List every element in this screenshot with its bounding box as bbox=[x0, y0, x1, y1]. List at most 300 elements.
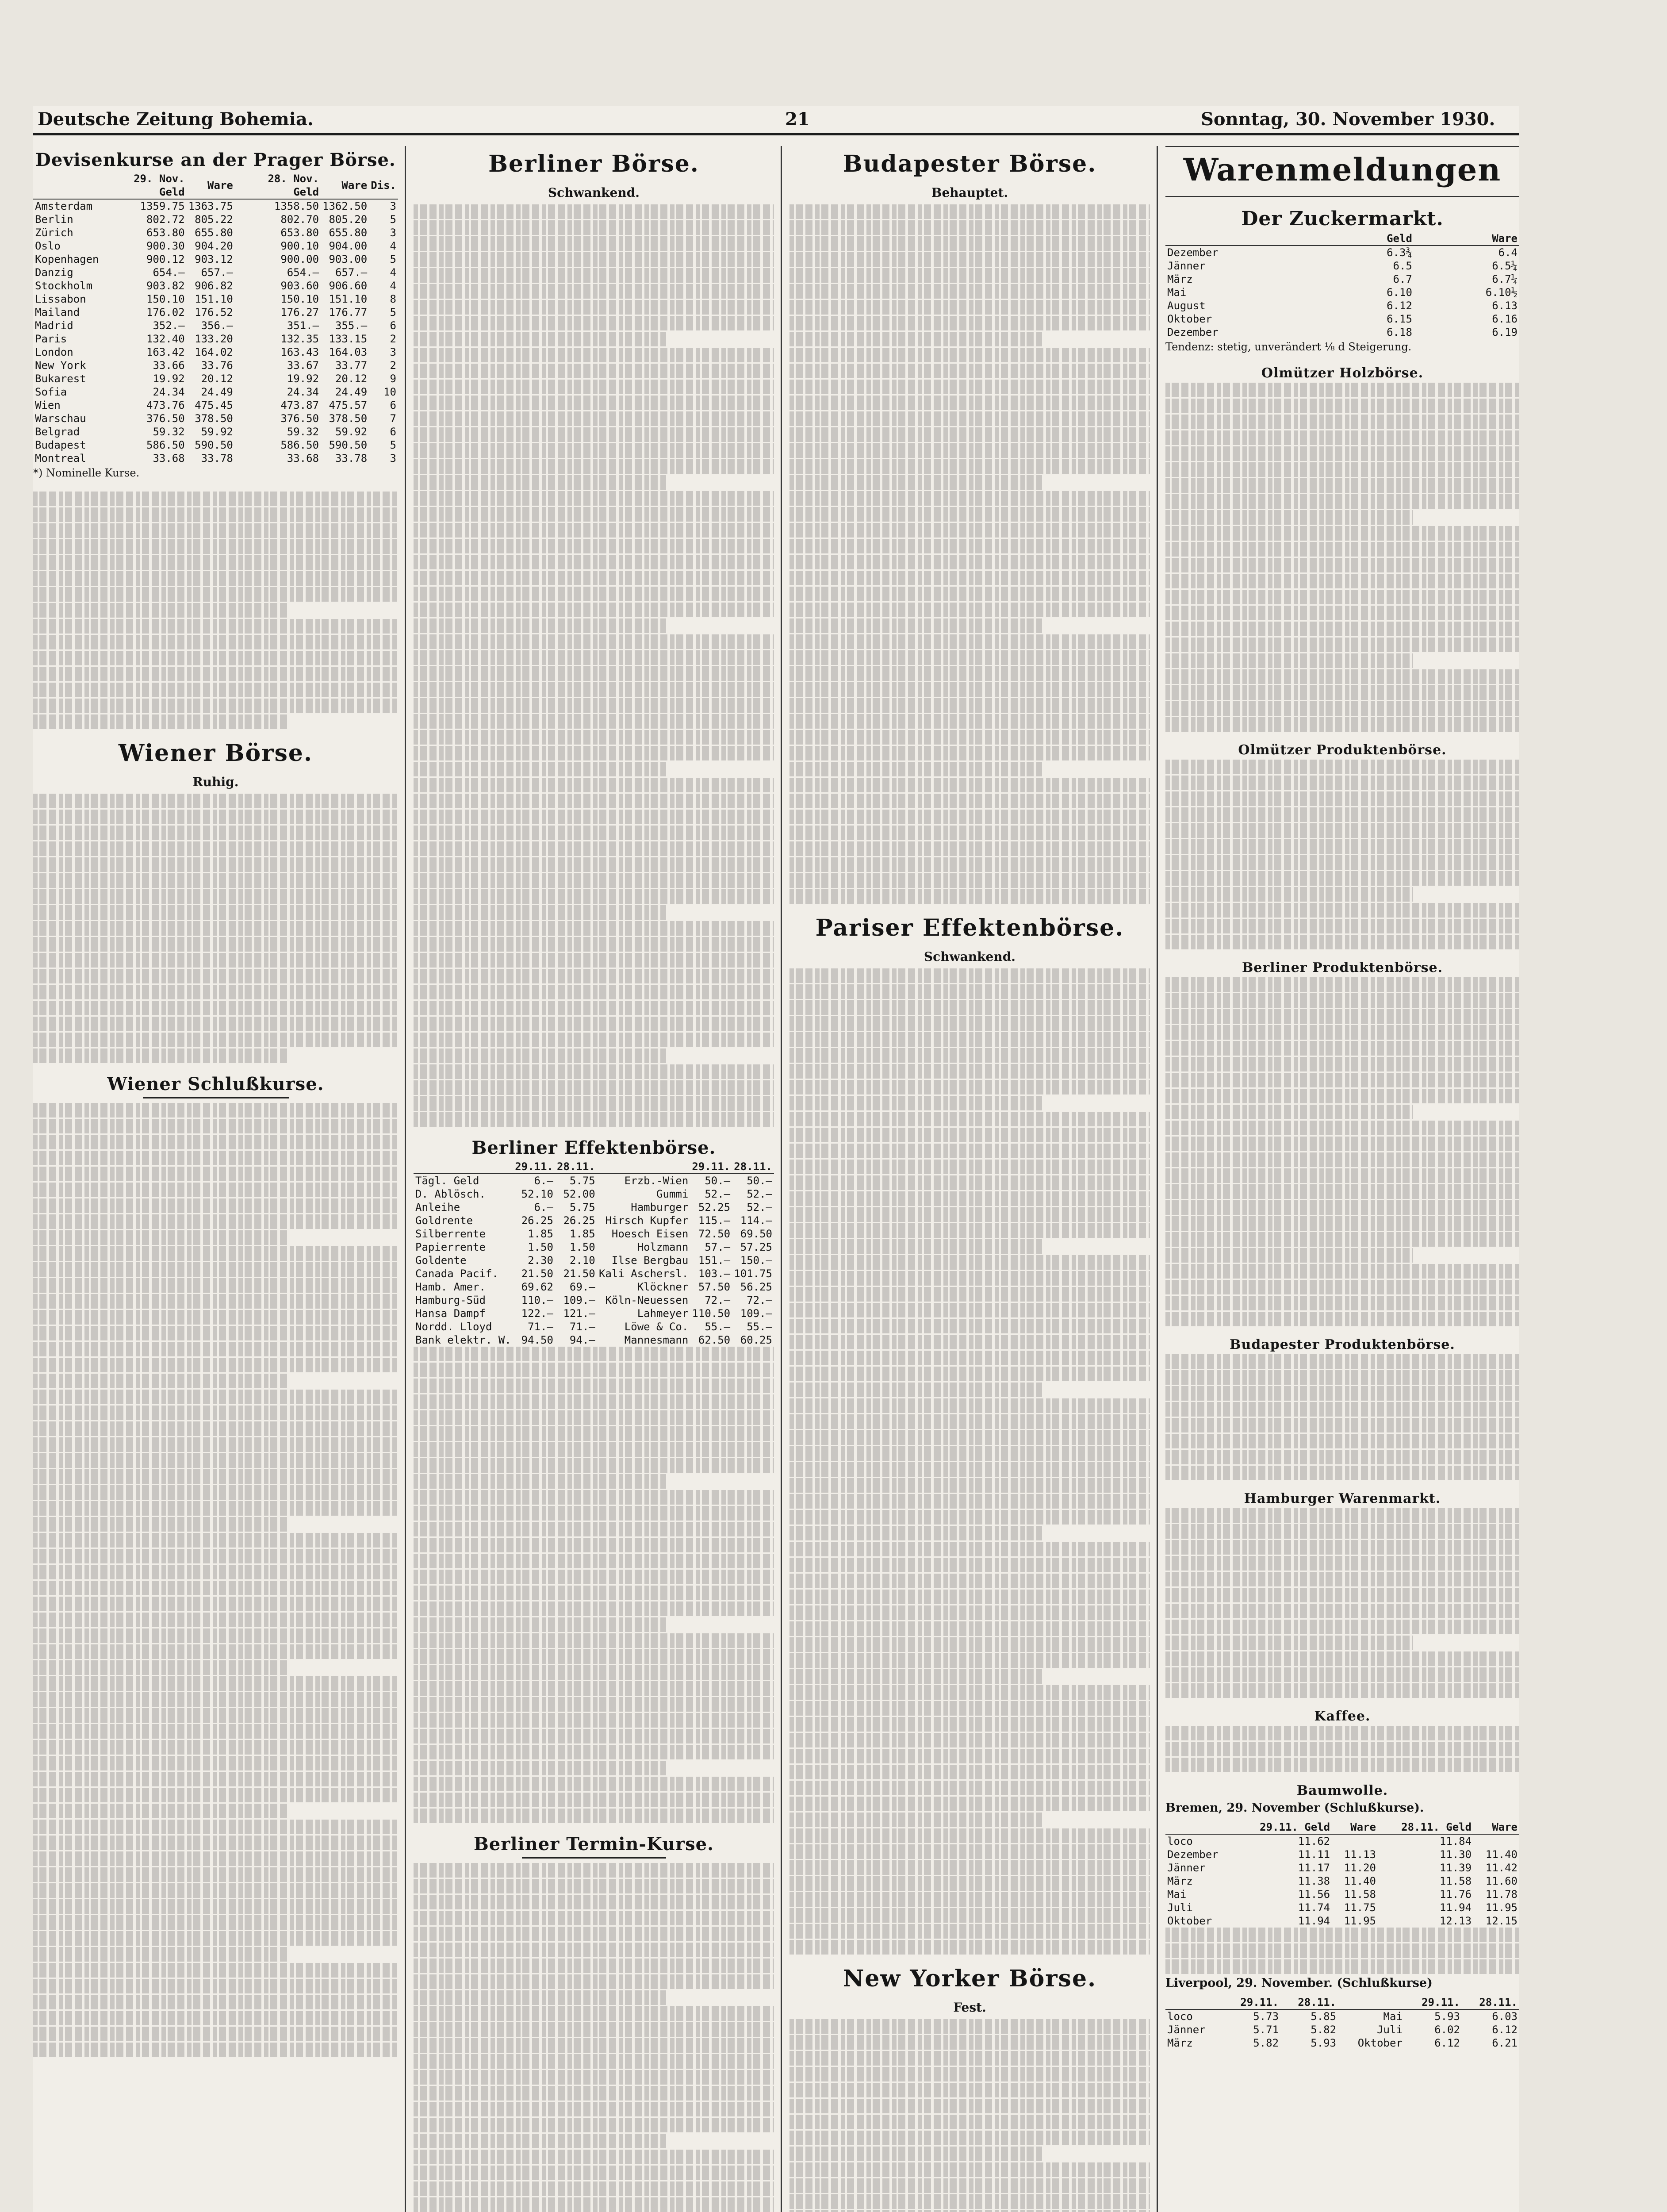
illegible-text-line bbox=[1165, 807, 1519, 822]
wiener-schluss-section bbox=[33, 1074, 398, 2057]
illegible-text-line bbox=[1165, 1742, 1519, 1756]
hamburger-waren-section bbox=[1165, 1491, 1519, 1698]
illegible-text-line bbox=[414, 634, 774, 649]
illegible-text-line bbox=[789, 1223, 1150, 1238]
illegible-text-line bbox=[1165, 542, 1519, 557]
illegible-text-line bbox=[33, 1485, 398, 1500]
illegible-text-line bbox=[789, 650, 1150, 665]
warenmeldungen-title: Warenmeldungen bbox=[1183, 151, 1502, 188]
illegible-text-line bbox=[1165, 1089, 1519, 1103]
effekten-table bbox=[414, 1160, 774, 1347]
illegible-text-line bbox=[789, 1000, 1150, 1015]
illegible-text-line bbox=[789, 1255, 1150, 1270]
illegible-text-line bbox=[414, 284, 774, 299]
illegible-text-line bbox=[414, 236, 774, 251]
illegible-text-line bbox=[414, 2150, 774, 2164]
illegible-text-line bbox=[789, 236, 1150, 251]
newspaper-page bbox=[33, 106, 1519, 2212]
illegible-text-line bbox=[1165, 1009, 1519, 1024]
illegible-text-line bbox=[414, 1426, 774, 1441]
illegible-text-line bbox=[414, 889, 774, 904]
illegible-text-line bbox=[1165, 717, 1519, 732]
effekten-row: D. Ablösch. 52.10 52.00 Gummi 52.— 52.— bbox=[415, 1188, 772, 1200]
illegible-text-line bbox=[414, 1394, 774, 1409]
devisen-row: Berlin 802.72 805.22 802.70 805.20 5 bbox=[35, 213, 396, 226]
illegible-text-line bbox=[789, 1510, 1150, 1525]
illegible-text-line bbox=[789, 364, 1150, 378]
illegible-text-line bbox=[789, 1653, 1150, 1668]
paper-name: Deutsche Zeitung Bohemia. bbox=[38, 109, 314, 130]
devisen-row: Montreal 33.68 33.78 33.68 33.78 3 bbox=[35, 452, 396, 465]
illegible-text-line bbox=[1165, 1508, 1519, 1523]
illegible-text-line bbox=[789, 1191, 1150, 1206]
illegible-text-line bbox=[789, 1526, 1042, 1540]
kaffee-text bbox=[1165, 1726, 1519, 1772]
illegible-text-line bbox=[33, 1453, 398, 1468]
illegible-text-line bbox=[33, 1517, 289, 1532]
effekten-row: Hamb. Amer. 69.62 69.— Klöckner 57.50 56.25 bbox=[415, 1281, 772, 1293]
effekten-row: Bank elektr. W. 94.50 94.— Mannesmann 62.50 60.25 bbox=[415, 1334, 772, 1346]
paris-text bbox=[789, 968, 1150, 1955]
illegible-text-line bbox=[789, 507, 1150, 522]
illegible-text-line bbox=[1165, 415, 1519, 429]
zucker-row: Dezember 6.18 6.19 bbox=[1167, 326, 1518, 338]
zucker-row: Dezember 6.3¾ 6.4 bbox=[1167, 246, 1518, 259]
illegible-text-line bbox=[414, 2118, 774, 2132]
illegible-text-line bbox=[414, 1863, 774, 1878]
illegible-text-line bbox=[33, 1660, 289, 1675]
illegible-text-line bbox=[789, 1478, 1150, 1493]
illegible-text-line bbox=[414, 937, 774, 952]
illegible-text-line bbox=[789, 1351, 1150, 1365]
illegible-text-line bbox=[414, 1080, 774, 1095]
illegible-text-line bbox=[1165, 1636, 1413, 1650]
illegible-text-line bbox=[33, 1788, 398, 1802]
illegible-text-line bbox=[789, 427, 1150, 442]
illegible-text-line bbox=[789, 968, 1150, 983]
illegible-text-line bbox=[1165, 871, 1519, 886]
devisen-table bbox=[33, 172, 398, 465]
illegible-text-line bbox=[414, 778, 774, 792]
liverpool-row: loco 5.73 5.85 Mai 5.93 6.03 bbox=[1167, 2010, 1518, 2023]
illegible-text-line bbox=[1165, 1216, 1519, 1231]
illegible-text-line bbox=[414, 1506, 774, 1521]
illegible-text-line bbox=[414, 1017, 774, 1031]
illegible-text-line bbox=[1165, 1466, 1519, 1480]
bremen-row: loco 11.62 11.84 bbox=[1167, 1835, 1472, 1847]
berliner-boerse-title: Berliner Börse. bbox=[488, 150, 699, 177]
illegible-text-line bbox=[789, 1382, 1042, 1397]
illegible-text-line bbox=[789, 873, 1150, 888]
illegible-text-line bbox=[1165, 590, 1519, 604]
bremen-row: Jänner 11.17 11.20 11.39 11.42 bbox=[1167, 1862, 1518, 1874]
illegible-text-line bbox=[33, 1421, 398, 1436]
illegible-text-line bbox=[1165, 1057, 1519, 1071]
illegible-text-line bbox=[789, 1637, 1150, 1652]
illegible-text-line bbox=[414, 905, 666, 920]
illegible-text-line bbox=[414, 698, 774, 713]
effekten-row: Goldente 2.30 2.10 Ilse Bergbau 151.— 150.— bbox=[415, 1254, 772, 1267]
illegible-text-line bbox=[414, 2022, 774, 2037]
effekten-row: Goldrente 26.25 26.25 Hirsch Kupfer 115.— 114.— bbox=[415, 1214, 772, 1227]
berliner-termin-section bbox=[414, 1834, 774, 2212]
illegible-text-line bbox=[414, 1911, 774, 1925]
illegible-text-line bbox=[789, 1048, 1150, 1063]
illegible-text-line bbox=[1165, 1651, 1519, 1666]
wiener-schluss-title: Wiener Schlußkurse. bbox=[107, 1074, 324, 1094]
illegible-text-line bbox=[33, 1820, 398, 1834]
illegible-text-line bbox=[1165, 399, 1519, 413]
schluss-quotes bbox=[33, 1103, 398, 2057]
devisen-row: Oslo 900.30 904.20 900.10 904.00 4 bbox=[35, 240, 396, 252]
illegible-text-line bbox=[414, 300, 774, 315]
illegible-text-line bbox=[789, 396, 1150, 410]
illegible-text-line bbox=[789, 778, 1150, 792]
devisen-row: Warschau 376.50 378.50 376.50 378.50 7 bbox=[35, 412, 396, 425]
illegible-text-line bbox=[789, 1032, 1150, 1047]
berliner-boerse-sub: Schwankend. bbox=[548, 185, 640, 200]
illegible-text-line bbox=[789, 443, 1150, 458]
illegible-text-line bbox=[414, 1809, 774, 1823]
illegible-text-line bbox=[789, 1924, 1150, 1939]
illegible-text-line bbox=[414, 2134, 666, 2148]
illegible-text-line bbox=[1165, 1620, 1519, 1634]
produkt-text bbox=[1165, 760, 1519, 949]
illegible-text-line bbox=[1165, 1168, 1519, 1183]
effekten-row: Canada Pacif. 21.50 21.50 Kali Aschersl. 103.— 101.75 bbox=[415, 1267, 772, 1280]
budapester-boerse-sub: Behauptet. bbox=[931, 185, 1008, 200]
illegible-text-line bbox=[789, 1016, 1150, 1031]
effekten-row: Tägl. Geld 6.— 5.75 Erzb.-Wien 50.— 50.— bbox=[415, 1175, 772, 1187]
illegible-text-line bbox=[789, 1797, 1150, 1811]
illegible-text-line bbox=[33, 1151, 398, 1165]
illegible-text-line bbox=[789, 2147, 1042, 2161]
devisen-row: Belgrad 59.32 59.92 59.32 59.92 6 bbox=[35, 426, 396, 438]
illegible-text-line bbox=[789, 1160, 1150, 1174]
illegible-text-line bbox=[414, 1879, 774, 1893]
illegible-text-line bbox=[789, 1239, 1042, 1254]
devisen-row: Kopenhagen 900.12 903.12 900.00 903.00 5 bbox=[35, 253, 396, 265]
zucker-row: August 6.12 6.13 bbox=[1167, 300, 1518, 312]
illegible-text-line bbox=[1165, 1588, 1519, 1602]
illegible-text-line bbox=[1165, 1232, 1519, 1247]
illegible-text-line bbox=[1165, 993, 1519, 1008]
illegible-text-line bbox=[414, 730, 774, 745]
illegible-text-line bbox=[789, 1781, 1150, 1795]
illegible-text-line bbox=[789, 2035, 1150, 2050]
illegible-text-line bbox=[789, 794, 1150, 808]
illegible-text-line bbox=[33, 1437, 398, 1452]
illegible-text-line bbox=[414, 1665, 774, 1680]
illegible-text-line bbox=[789, 204, 1150, 219]
illegible-text-line bbox=[33, 1246, 398, 1261]
illegible-text-line bbox=[1165, 1370, 1519, 1385]
illegible-text-line bbox=[789, 587, 1150, 601]
illegible-text-line bbox=[1165, 606, 1519, 620]
baumwolle-section bbox=[1165, 1783, 1519, 2050]
illegible-text-line bbox=[33, 1294, 398, 1309]
illegible-text-line bbox=[789, 1494, 1150, 1509]
illegible-text-line bbox=[33, 1533, 398, 1548]
illegible-text-line bbox=[1165, 791, 1519, 806]
illegible-text-line bbox=[414, 2006, 774, 2021]
illegible-text-line bbox=[414, 2086, 774, 2101]
illegible-text-line bbox=[414, 873, 774, 888]
illegible-text-line bbox=[1165, 1540, 1519, 1555]
illegible-text-line bbox=[33, 1979, 398, 1993]
illegible-text-line bbox=[414, 650, 774, 665]
budapest-text bbox=[789, 204, 1150, 904]
illegible-text-line bbox=[1165, 637, 1519, 652]
illegible-text-line bbox=[1165, 430, 1519, 445]
illegible-text-line bbox=[789, 810, 1150, 824]
column-2 bbox=[414, 146, 774, 2212]
illegible-text-line bbox=[789, 2019, 1150, 2034]
illegible-text-line bbox=[33, 1931, 398, 1946]
illegible-text-line bbox=[789, 1271, 1150, 1286]
illegible-text-line bbox=[414, 1410, 774, 1425]
berliner-produkt-section bbox=[1165, 960, 1519, 1326]
illegible-text-line bbox=[789, 380, 1150, 394]
illegible-text-line bbox=[789, 2210, 1150, 2212]
illegible-text-line bbox=[33, 1995, 398, 2009]
illegible-text-line bbox=[1165, 839, 1519, 854]
illegible-text-line bbox=[414, 2070, 774, 2085]
devisen-row: Budapest 586.50 590.50 586.50 590.50 5 bbox=[35, 439, 396, 451]
illegible-text-line bbox=[414, 1033, 774, 1047]
illegible-text-line bbox=[1165, 622, 1519, 636]
illegible-text-line bbox=[789, 1749, 1150, 1763]
budapester-produkt-section bbox=[1165, 1337, 1519, 1480]
illegible-text-line bbox=[414, 1096, 774, 1111]
illegible-text-line bbox=[33, 1358, 398, 1372]
devisen-row: Zürich 653.80 655.80 653.80 655.80 3 bbox=[35, 227, 396, 239]
zucker-row: März 6.7 6.7¼ bbox=[1167, 273, 1518, 285]
hamburg-text bbox=[1165, 1508, 1519, 1698]
illegible-text-line bbox=[1165, 1726, 1519, 1740]
illegible-text-line bbox=[1165, 701, 1519, 716]
illegible-text-line bbox=[1165, 1073, 1519, 1087]
illegible-text-line bbox=[414, 427, 774, 442]
illegible-text-line bbox=[414, 1974, 774, 1989]
bremen-row: Oktober 11.94 11.95 12.13 12.15 bbox=[1167, 1915, 1518, 1927]
budapester-produkt-title: Budapester Produktenbörse. bbox=[1230, 1337, 1455, 1352]
illegible-text-line bbox=[1165, 919, 1519, 933]
illegible-text-line bbox=[414, 1554, 774, 1568]
devisen-row: Bukarest 19.92 20.12 19.92 20.12 9 bbox=[35, 373, 396, 385]
warenmeldungen-header bbox=[1165, 146, 1519, 197]
berliner-effekten-section bbox=[414, 1137, 774, 1823]
illegible-text-line bbox=[789, 746, 1150, 760]
illegible-text-line bbox=[414, 555, 774, 569]
illegible-text-line bbox=[1165, 1354, 1519, 1369]
illegible-text-line bbox=[414, 1474, 666, 1489]
illegible-text-line bbox=[414, 220, 774, 235]
illegible-text-line bbox=[1165, 494, 1519, 509]
illegible-text-line bbox=[33, 1851, 398, 1866]
illegible-text-line bbox=[789, 2115, 1150, 2129]
illegible-text-line bbox=[789, 1144, 1150, 1158]
illegible-text-line bbox=[789, 682, 1150, 697]
illegible-text-line bbox=[789, 841, 1150, 856]
illegible-text-line bbox=[33, 1867, 398, 1882]
illegible-text-line bbox=[789, 1080, 1150, 1094]
bremen-row: Juli 11.74 11.75 11.94 11.95 bbox=[1167, 1901, 1518, 1914]
illegible-text-line bbox=[414, 618, 666, 633]
devisen-row: London 163.42 164.02 163.43 164.03 3 bbox=[35, 346, 396, 358]
illegible-text-line bbox=[789, 459, 1150, 474]
illegible-text-line bbox=[33, 2043, 398, 2057]
liverpool-row: März 5.82 5.93 Oktober 6.12 6.21 bbox=[1167, 2037, 1518, 2049]
column-4 bbox=[1165, 146, 1519, 2212]
illegible-text-line bbox=[33, 1724, 398, 1739]
illegible-text-line bbox=[414, 2181, 774, 2196]
illegible-text-line bbox=[414, 204, 774, 219]
illegible-text-line bbox=[1165, 1524, 1519, 1539]
illegible-text-line bbox=[789, 634, 1150, 649]
illegible-text-line bbox=[414, 1729, 774, 1743]
illegible-text-line bbox=[33, 1772, 398, 1786]
baumwolle-title: Baumwolle. bbox=[1296, 1783, 1388, 1798]
illegible-text-line bbox=[1165, 1137, 1519, 1151]
illegible-text-line bbox=[789, 1446, 1150, 1461]
illegible-text-line bbox=[789, 2051, 1150, 2066]
illegible-text-line bbox=[789, 1701, 1150, 1716]
bremen-table bbox=[1165, 1820, 1519, 1928]
illegible-text-line bbox=[1165, 1450, 1519, 1464]
new-york-text bbox=[789, 2019, 1150, 2212]
illegible-text-line bbox=[789, 316, 1150, 330]
illegible-text-line bbox=[789, 523, 1150, 538]
illegible-text-line bbox=[789, 1685, 1150, 1700]
illegible-text-line bbox=[789, 666, 1150, 681]
illegible-text-line bbox=[789, 1558, 1150, 1572]
column-1 bbox=[33, 146, 398, 2212]
illegible-text-line bbox=[414, 762, 666, 776]
illegible-text-line bbox=[1165, 823, 1519, 838]
wiener-boerse-sub: Ruhig. bbox=[192, 775, 239, 789]
illegible-text-line bbox=[789, 1733, 1150, 1747]
illegible-text-line bbox=[789, 300, 1150, 315]
hamburger-waren-title: Hamburger Warenmarkt. bbox=[1244, 1491, 1441, 1506]
devisen-row: Amsterdam 1359.75 1363.75 1358.50 1362.50 3 bbox=[35, 200, 396, 212]
illegible-text-line bbox=[789, 1462, 1150, 1477]
illegible-text-line bbox=[789, 1335, 1150, 1349]
illegible-text-line bbox=[33, 1342, 398, 1356]
effekten-row: Papierrente 1.50 1.50 Holzmann 57.— 57.25 bbox=[415, 1241, 772, 1253]
illegible-text-line bbox=[789, 1319, 1150, 1333]
pariser-effekten-section bbox=[789, 914, 1150, 1955]
illegible-text-line bbox=[414, 475, 666, 490]
illegible-text-line bbox=[1165, 1386, 1519, 1401]
illegible-text-line bbox=[414, 1895, 774, 1909]
illegible-text-line bbox=[789, 268, 1150, 283]
budapester-boerse-section bbox=[789, 150, 1150, 904]
devisen-row: Lissabon 150.10 151.10 150.10 151.10 8 bbox=[35, 293, 396, 305]
illegible-text-line bbox=[1165, 526, 1519, 541]
effekten-quotes bbox=[414, 1347, 774, 1823]
illegible-text-line bbox=[789, 2067, 1150, 2081]
illegible-text-line bbox=[33, 1230, 289, 1245]
illegible-text-line bbox=[414, 2038, 774, 2053]
illegible-text-line bbox=[414, 396, 774, 410]
illegible-text-line bbox=[414, 1927, 774, 1941]
illegible-text-line bbox=[789, 1590, 1150, 1604]
illegible-text-line bbox=[1165, 1402, 1519, 1417]
new-yorker-boerse-section bbox=[789, 1965, 1150, 2212]
illegible-text-line bbox=[414, 571, 774, 585]
illegible-text-line bbox=[33, 1167, 398, 1181]
table-header: 29. Nov. Geld Ware 28. Nov. Geld Ware Dis. bbox=[33, 172, 398, 199]
illegible-text-line bbox=[789, 698, 1150, 713]
devisen-row: Stockholm 903.82 906.82 903.60 906.60 4 bbox=[35, 280, 396, 292]
effekten-row: Hamburg-Süd 110.— 109.— Köln-Neuessen 72.— 72.— bbox=[415, 1294, 772, 1306]
illegible-text-line bbox=[789, 2131, 1150, 2145]
devisen-row: Danzig 654.— 657.— 654.— 657.— 4 bbox=[35, 266, 396, 279]
new-yorker-boerse-sub: Fest. bbox=[953, 2000, 986, 2015]
illegible-text-line bbox=[1165, 1312, 1519, 1326]
illegible-text-line bbox=[1165, 1928, 1519, 1942]
illegible-text-line bbox=[414, 587, 774, 601]
illegible-text-line bbox=[789, 1128, 1150, 1142]
illegible-text-line bbox=[33, 1597, 398, 1611]
illegible-text-line bbox=[33, 1278, 398, 1293]
illegible-text-line bbox=[414, 1522, 774, 1536]
illegible-text-line bbox=[33, 1899, 398, 1914]
illegible-text-line bbox=[1165, 653, 1413, 668]
illegible-text-line bbox=[414, 1570, 774, 1584]
zucker-row: Jänner 6.5 6.5¼ bbox=[1167, 260, 1518, 272]
illegible-text-line bbox=[1165, 903, 1519, 918]
illegible-text-line bbox=[789, 1367, 1150, 1381]
illegible-text-line bbox=[414, 443, 774, 458]
illegible-text-line bbox=[789, 714, 1150, 729]
devisen-row: Paris 132.40 133.20 132.35 133.15 2 bbox=[35, 333, 396, 345]
illegible-text-line bbox=[33, 2011, 398, 2025]
illegible-text-line bbox=[414, 1458, 774, 1473]
devisen-row: Sofia 24.34 24.49 24.34 24.49 10 bbox=[35, 386, 396, 398]
budapester-boerse-title: Budapester Börse. bbox=[843, 150, 1097, 177]
illegible-text-line bbox=[33, 1406, 398, 1420]
liverpool-line: Liverpool, 29. November. (Schlußkurse) bbox=[1165, 1976, 1433, 1990]
illegible-text-line bbox=[414, 2166, 774, 2180]
illegible-text-line bbox=[414, 332, 666, 346]
illegible-text-line bbox=[789, 2162, 1150, 2177]
illegible-text-line bbox=[789, 1287, 1150, 1302]
holz-text bbox=[1165, 383, 1519, 732]
illegible-text-line bbox=[1165, 1604, 1519, 1618]
illegible-text-line bbox=[414, 1601, 774, 1616]
illegible-text-line bbox=[789, 539, 1150, 553]
illegible-text-line bbox=[414, 1713, 774, 1728]
illegible-text-line bbox=[789, 555, 1150, 569]
table-header: 29.11. 28.11. 29.11. 28.11. bbox=[1165, 1996, 1519, 2009]
illegible-text-line bbox=[414, 1379, 774, 1393]
berliner-produkt-title: Berliner Produktenbörse. bbox=[1242, 960, 1443, 975]
illegible-text-line bbox=[33, 1708, 398, 1723]
illegible-text-line bbox=[414, 491, 774, 506]
zucker-table bbox=[1165, 232, 1519, 339]
illegible-text-line bbox=[33, 1549, 398, 1563]
pariser-effekten-title: Pariser Effektenbörse. bbox=[815, 914, 1124, 941]
devisen-row: Wien 473.76 475.45 473.87 475.57 6 bbox=[35, 399, 396, 411]
illegible-text-line bbox=[789, 1813, 1042, 1827]
devisen-row: Mailand 176.02 176.52 176.27 176.77 5 bbox=[35, 306, 396, 319]
illegible-text-line bbox=[33, 1469, 398, 1484]
table-header: Geld Ware bbox=[1165, 232, 1519, 246]
illegible-text-line bbox=[1165, 887, 1413, 902]
illegible-text-line bbox=[789, 1940, 1150, 1955]
